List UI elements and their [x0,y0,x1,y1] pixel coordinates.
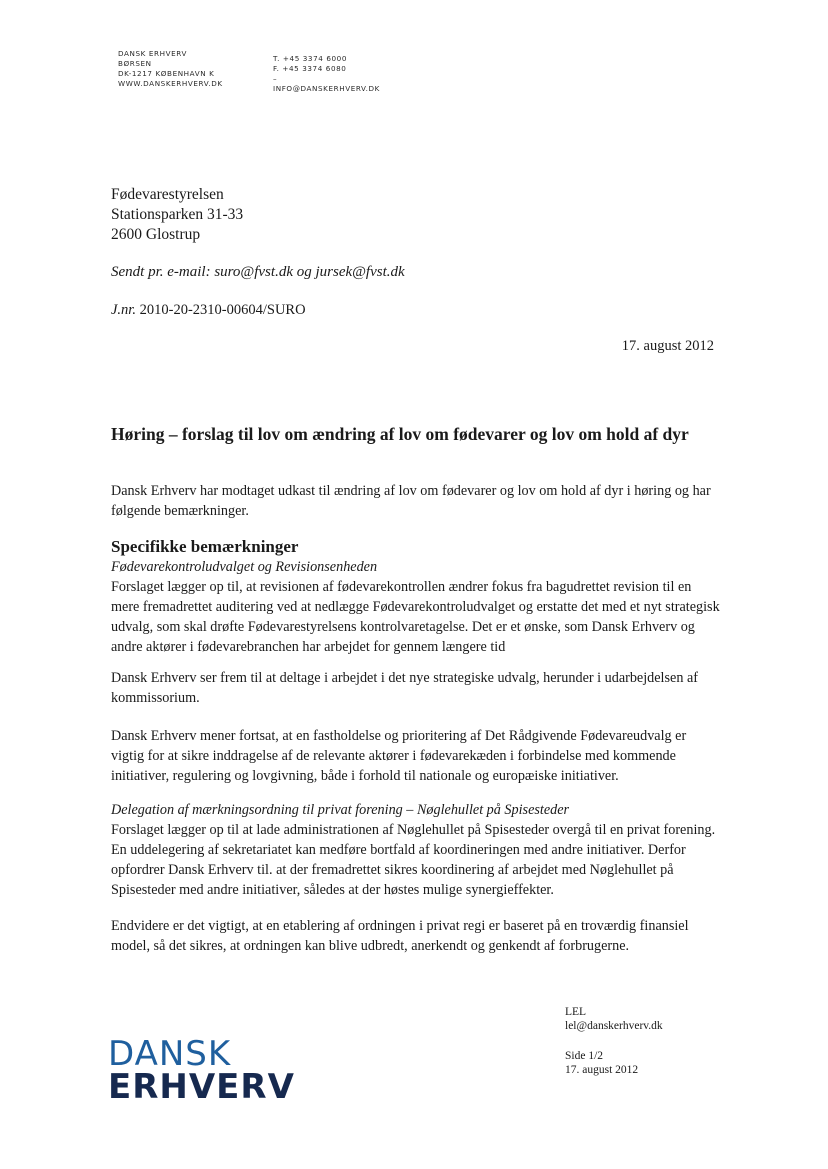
sent-by-email-line: Sendt pr. e-mail: suro@fvst.dk og jursek@fvst.dk [111,264,405,280]
paragraph-advisory-text: Dansk Erhverv mener fortsat, at en fastholdelse og prioritering af Det Rådgivende Fødevareudvalg er vigtig for at sikre inddragelse af de relevante aktører i fødevarekæden i forbindelse med kommende initiativer, regulering og lovgivning, både i forhold til nationale og europæiske initiativer. [111,728,687,784]
letter-date: 17. august 2012 [621,338,714,354]
recipient-street: Stationsparken 31-33 [111,206,244,223]
letterhead-building: BØRSEN [118,59,152,68]
letterhead-city: DK-1217 KØBENHAVN K [118,69,215,78]
subheading-kontroludvalg: Fødevarekontroludvalget og Revisionsenheden [111,559,378,575]
signature-block [565,1005,663,1077]
letterhead-company: DANSK ERHVERV [118,49,187,58]
letterhead-contact [273,54,380,94]
paragraph-kontroludvalg: Forslaget lægger op til, at revisionen af fødevarekontrollen ændrer fokus fra bagudrettet revision til en mere fremadrettet auditering ved at nedlægge Fødevarekontroludvalget og erstatte det med et nyt strategisk udvalg, som skal drøfte Fødevarestyrelsens kontrolvaretagelse. Det er et ønske, som Dansk Erhverv og andre aktører i fødevarebranchen har arbejdet for gennem længere tid [111,579,720,655]
letterhead-email[interactable]: INFO@DANSKERHVERV.DK [273,84,380,93]
recipient-city: 2600 Glostrup [111,226,201,243]
paragraph-financing-text: Endvidere er det vigtigt, at en etablering af ordningen i privat regi er baseret på en troværdig finansiel model, så det sikres, at ordningen kan blive udbredt, anerkendt og genkendt af forbrugerne. [111,918,689,954]
paragraph-strategic-text: Dansk Erhverv ser frem til at deltage i arbejdet i det nye strategiske udvalg, herunder i udarbejdelsen af kommissorium. [111,670,698,706]
journal-label: J.nr. [111,302,136,318]
paragraph-advisory-committee [111,726,721,786]
dansk-erhverv-logo [108,1034,295,1107]
paragraph-strategic-committee [111,668,721,708]
recipient-name: Fødevarestyrelsen [111,186,224,203]
intro-paragraph [111,481,721,521]
section-noeglehullet [111,800,721,900]
letterhead-dash: – [273,74,278,83]
journal-number [111,302,306,319]
letterhead-address [118,49,223,89]
subheading-noeglehullet: Delegation af mærkningsordning til privat forening – Nøglehullet på Spisesteder [111,802,570,818]
logo-line-erhverv: ERHVERV [108,1067,295,1107]
intro-text: Dansk Erhverv har modtaget udkast til ændring af lov om fødevarer og lov om hold af dyr i høring og har følgende bemærkninger. [111,483,711,519]
letter-title: Høring – forslag til lov om ændring af lov om fødevarer og lov om hold af dyr [111,424,689,444]
section-kontroludvalg [111,557,721,657]
signature-initials: LEL [565,1006,587,1018]
page-number: Side 1/2 [565,1050,604,1062]
recipient-address [111,185,243,245]
letterhead-website[interactable]: WWW.DANSKERHVERV.DK [118,79,223,88]
section-heading: Specifikke bemærkninger [111,537,299,556]
signature-date: 17. august 2012 [565,1064,639,1076]
letterhead-phone: T. +45 3374 6000 [273,54,348,63]
logo-line-dansk: DANSK [108,1034,232,1074]
journal-value: 2010-20-2310-00604/SURO [139,302,306,318]
signature-email[interactable]: lel@danskerhverv.dk [565,1020,663,1032]
paragraph-noeglehullet: Forslaget lægger op til at lade administrationen af Nøglehullet på Spisesteder overgå til en privat forening. En uddelegering af sekretariatet kan medføre bortfald af koordineringen med andre initiativer. Derfor opfordrer Dansk Erhverv til. at der fremadrettet sikres koordinering af arbejdet med Nøglehullet på Spisesteder med andre initiativer, således at der høstes mulige synergieffekter. [111,822,716,898]
letterhead-fax: F. +45 3374 6080 [273,64,347,73]
paragraph-financing [111,916,721,956]
